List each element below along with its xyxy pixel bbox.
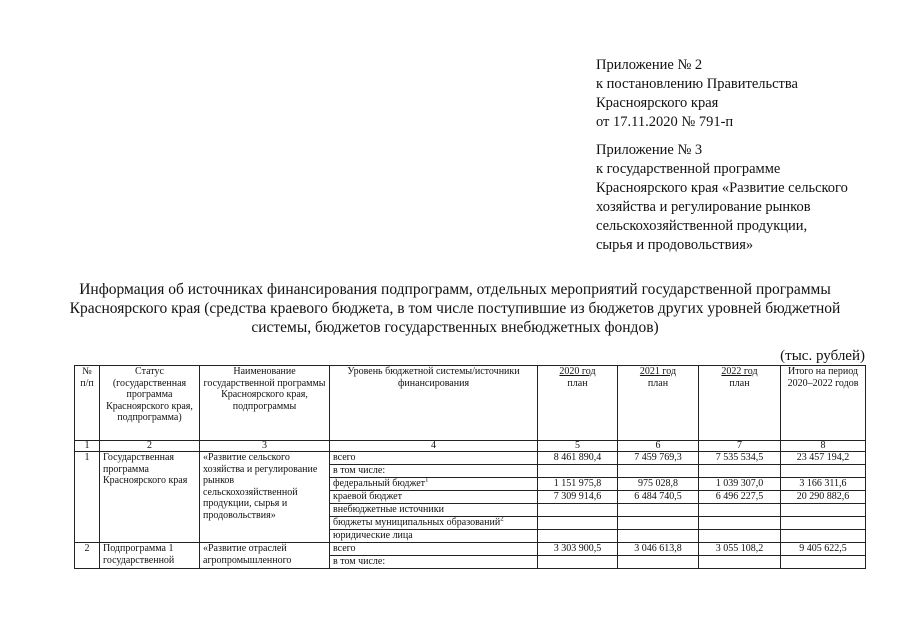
header-year: 2021 год	[639, 366, 677, 377]
row-level: бюджеты муниципальных образований	[333, 517, 501, 528]
appendix-2-line: от 17.11.2020 № 791-п	[596, 114, 734, 130]
value-2020	[538, 530, 618, 543]
value-2020	[538, 517, 618, 530]
header-level: Уровень бюджетной системы/источники финансирования	[330, 366, 538, 441]
value-2020: 1 151 975,8	[538, 478, 618, 491]
column-number: 4	[330, 441, 538, 452]
value-2022: 6 496 227,5	[699, 491, 781, 504]
title-line: Информация об источниках финансирования подпрограмм, отдельных мероприятий государственной программы	[79, 281, 831, 298]
appendix-3-line: сырья и продовольствия»	[596, 237, 754, 253]
column-number: 3	[200, 441, 330, 452]
value-total	[781, 517, 866, 530]
value-total: 23 457 194,2	[781, 452, 866, 465]
header-year: 2020 год	[559, 366, 596, 377]
row-level: в том числе:	[330, 465, 538, 478]
value-2020	[538, 465, 618, 478]
row-level: юридические лица	[330, 530, 538, 543]
footnote-mark: 2	[500, 516, 504, 523]
row-level: федеральный бюджет	[333, 478, 426, 489]
value-2022	[699, 465, 781, 478]
footnote-mark: 1	[425, 477, 429, 484]
appendix-3-line: сельскохозяйственной продукции,	[596, 218, 808, 234]
units-label: (тыс. рублей)	[780, 348, 865, 364]
row-level: всего	[330, 452, 538, 465]
row-status: Государственная программа Красноярского края	[100, 452, 200, 543]
document-title	[60, 280, 850, 337]
value-total: 9 405 622,5	[781, 543, 866, 556]
column-numbers-row	[75, 441, 866, 452]
column-number: 1	[75, 441, 100, 452]
appendix-2-line: к постановлению Правительства	[596, 76, 798, 92]
value-2022	[699, 530, 781, 543]
value-2021	[618, 504, 699, 517]
column-number: 7	[699, 441, 781, 452]
appendix-3-line: Красноярского края «Развитие сельского	[596, 180, 848, 196]
value-2022: 7 535 534,5	[699, 452, 781, 465]
column-number: 8	[781, 441, 866, 452]
appendix-2-line: Приложение № 2	[596, 57, 703, 73]
column-number: 6	[618, 441, 699, 452]
value-2020: 8 461 890,4	[538, 452, 618, 465]
value-2020: 3 303 900,5	[538, 543, 618, 556]
value-2021: 7 459 769,3	[618, 452, 699, 465]
header-plan: план	[647, 377, 669, 389]
value-2021: 6 484 740,5	[618, 491, 699, 504]
row-status: Подпрограмма 1 государственной	[100, 543, 200, 569]
appendix-3-line: Приложение № 3	[596, 142, 703, 158]
header-2020	[538, 366, 618, 441]
header-status: Статус (государственная программа Красноярского края, подпрограмма)	[100, 366, 200, 441]
value-2022: 1 039 307,0	[699, 478, 781, 491]
row-number: 1	[75, 452, 100, 543]
header-2021	[618, 366, 699, 441]
table-row	[75, 543, 866, 556]
value-2022	[699, 517, 781, 530]
header-num: № п/п	[75, 366, 100, 441]
row-level-cell	[330, 478, 538, 491]
value-2021: 3 046 613,8	[618, 543, 699, 556]
appendix-2-block	[596, 56, 798, 132]
column-number: 2	[100, 441, 200, 452]
title-line: Красноярского края (средства краевого бюджета, в том числе поступившие из бюджетов других уровней бюджетной	[69, 300, 841, 317]
title-line: системы, бюджетов государственных внебюджетных фондов)	[251, 319, 659, 336]
row-number: 2	[75, 543, 100, 569]
header-2022	[699, 366, 781, 441]
header-plan: план	[567, 377, 588, 389]
row-program-name: «Развитие сельского хозяйства и регулирование рынков сельскохозяйственной продукции, сырья и продовольствия»	[200, 452, 330, 543]
value-total	[781, 504, 866, 517]
value-2021	[618, 517, 699, 530]
value-2021	[618, 556, 699, 569]
header-row	[75, 366, 866, 441]
value-total	[781, 465, 866, 478]
appendix-3-block	[596, 141, 848, 255]
header-total: Итого на период 2020–2022 годов	[781, 366, 866, 441]
value-2020: 7 309 914,6	[538, 491, 618, 504]
row-level: внебюджетные источники	[330, 504, 538, 517]
appendix-3-line: к государственной программе	[596, 161, 781, 177]
table-row	[75, 452, 866, 465]
appendix-3-line: хозяйства и регулирование рынков	[596, 199, 811, 215]
appendix-2-line: Красноярского края	[596, 95, 719, 111]
row-level: в том числе:	[330, 556, 538, 569]
value-2021: 975 028,8	[618, 478, 699, 491]
row-program-name: «Развитие отраслей агропромышленного	[200, 543, 330, 569]
value-2022	[699, 504, 781, 517]
value-total: 20 290 882,6	[781, 491, 866, 504]
value-total	[781, 530, 866, 543]
value-2022	[699, 556, 781, 569]
value-2021	[618, 465, 699, 478]
row-level: всего	[330, 543, 538, 556]
column-number: 5	[538, 441, 618, 452]
value-2020	[538, 504, 618, 517]
value-2021	[618, 530, 699, 543]
value-total	[781, 556, 866, 569]
value-2020	[538, 556, 618, 569]
header-year: 2022 год	[721, 366, 758, 377]
row-level-cell	[330, 517, 538, 530]
header-name: Наименование государственной программы Красноярского края, подпрограммы	[200, 366, 330, 441]
header-plan: план	[729, 377, 750, 389]
row-level: краевой бюджет	[330, 491, 538, 504]
financing-table	[74, 365, 866, 569]
value-total: 3 166 311,6	[781, 478, 866, 491]
value-2022: 3 055 108,2	[699, 543, 781, 556]
